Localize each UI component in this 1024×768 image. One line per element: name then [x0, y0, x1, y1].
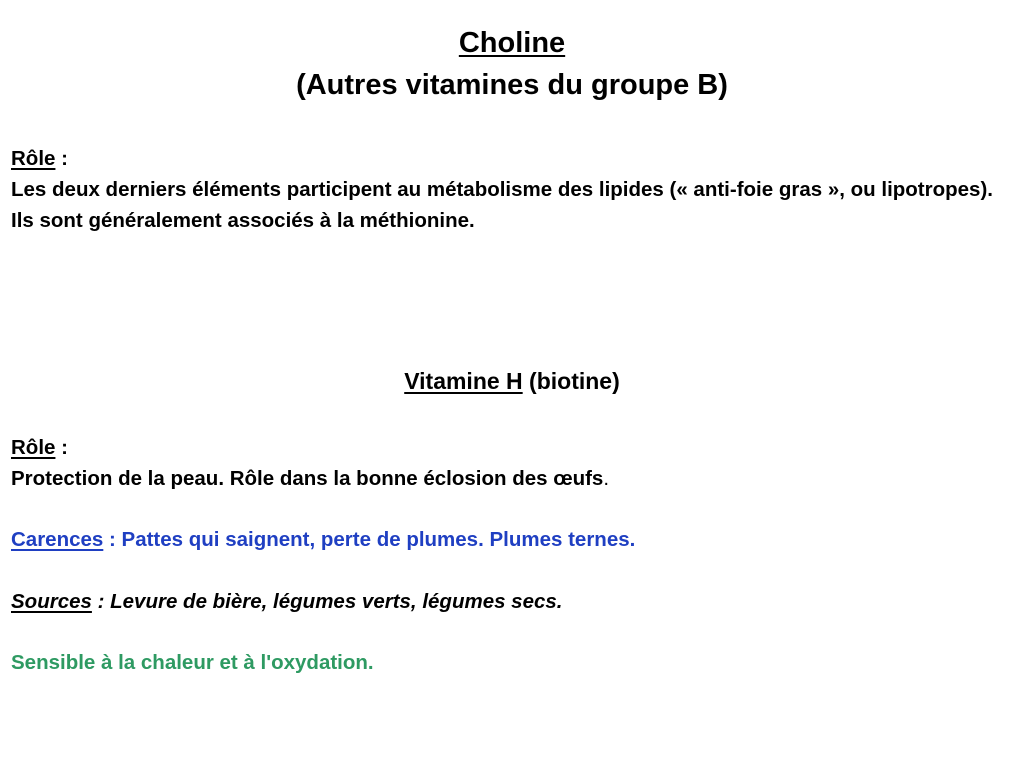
choline-role-heading: [11, 143, 1016, 174]
choline-heading: [0, 22, 1024, 106]
carences-text: : Pattes qui saignent, perte de plumes. Plumes ternes.: [103, 528, 636, 551]
sources-label: Sources: [11, 590, 92, 613]
vitamine-h-role-label: Rôle: [11, 436, 56, 459]
choline-role-text-1: Les deux derniers éléments participent au métabolisme des lipides (« anti-foie gras », ou lipotropes).: [11, 178, 993, 201]
vitamine-h-role-colon: :: [55, 436, 68, 459]
choline-role-colon: :: [55, 147, 68, 170]
choline-role-text-2: Ils sont généralement associés à la méthionine.: [11, 209, 475, 232]
choline-role-label: Rôle: [11, 147, 56, 170]
sensible-line: Sensible à la chaleur et à l'oxydation.: [11, 651, 374, 674]
vitamine-h-role-heading: [11, 432, 1016, 463]
vitamine-h-title: Vitamine H: [404, 368, 523, 394]
carences-label: Carences: [11, 528, 104, 551]
choline-title: Choline: [458, 27, 566, 59]
vitamine-h-role-period: .: [603, 467, 610, 490]
vitamine-h-role-text: [11, 463, 1016, 494]
choline-role-section: [11, 143, 1016, 236]
carences-line: [11, 524, 1016, 555]
vitamine-h-heading: [0, 364, 1024, 398]
vitamine-h-role-sentence: Protection de la peau. Rôle dans la bonne éclosion des œufs: [11, 467, 604, 490]
sources-line: [11, 586, 1016, 617]
choline-subtitle: (Autres vitamines du groupe B): [296, 69, 728, 101]
vitamine-h-title-suffix: (biotine): [522, 368, 620, 394]
sources-text: : Levure de bière, légumes verts, légumes secs.: [91, 590, 563, 613]
vitamine-h-role-section: [11, 432, 1016, 494]
